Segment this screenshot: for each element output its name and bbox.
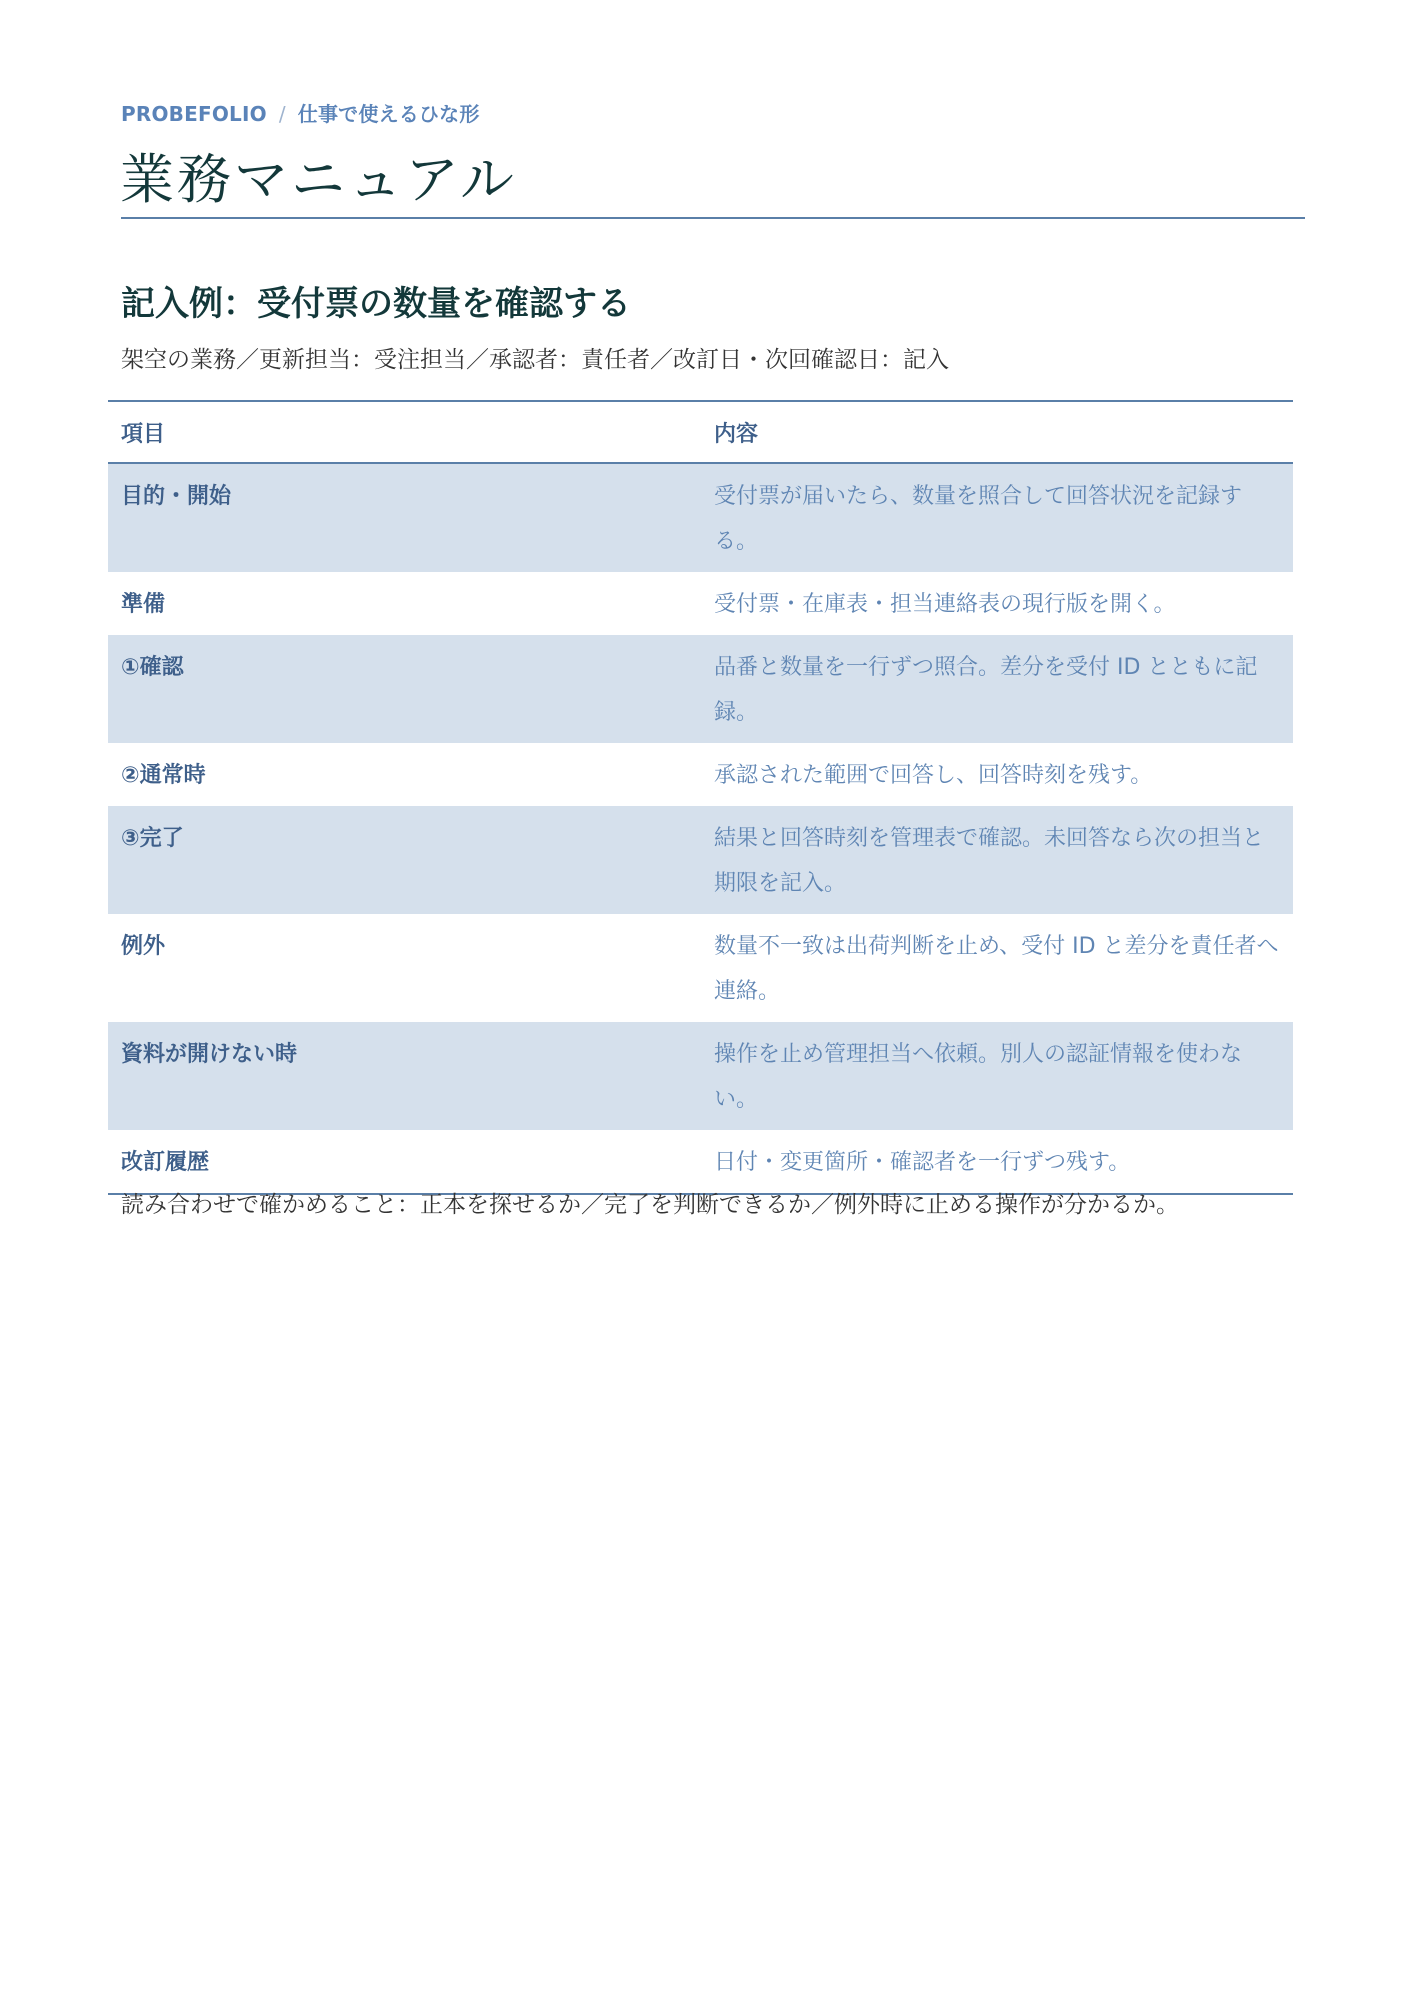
breadcrumb-section[interactable]: 仕事で使えるひな形 — [297, 102, 480, 126]
page-title: 業務マニュアル — [120, 148, 517, 211]
title-divider — [121, 217, 1305, 219]
document-meta: 架空の業務／更新担当：受注担当／承認者：責任者／改訂日・次回確認日：記入 — [121, 347, 949, 373]
row-content: 数量不一致は出荷判断を止め、受付 ID と差分を責任者へ連絡。 — [714, 934, 1279, 1004]
breadcrumb — [121, 98, 480, 127]
row-content: 品番と数量を一行ずつ照合。差分を受付 ID とともに記録。 — [701, 635, 1293, 743]
table-row — [108, 1130, 1293, 1194]
row-item-label: 例外 — [121, 934, 166, 959]
table-row — [108, 1022, 1293, 1130]
row-content: 承認された範囲で回答し、回答時刻を残す。 — [714, 763, 1153, 788]
breadcrumb-brand[interactable]: PROBEFOLIO — [121, 102, 267, 126]
row-item-label: 目的・開始 — [108, 463, 701, 572]
row-content: 日付・変更箇所・確認者を一行ずつ残す。 — [714, 1150, 1131, 1175]
section-heading: 記入例：受付票の数量を確認する — [121, 284, 631, 324]
review-checklist-note: 読み合わせで確かめること：正本を探せるか／完了を判断できるか／例外時に止める操作が分かるか。 — [121, 1192, 1179, 1218]
row-content: 受付票が届いたら、数量を照合して回答状況を記録する。 — [701, 463, 1293, 572]
row-content: 受付票・在庫表・担当連絡表の現行版を開く。 — [714, 592, 1176, 617]
row-item-label: 準備 — [121, 592, 166, 617]
breadcrumb-separator: / — [278, 102, 286, 126]
column-header-item: 項目 — [108, 401, 701, 463]
row-item-label: 資料が開けない時 — [108, 1022, 701, 1130]
row-item-label: 改訂履歴 — [121, 1150, 210, 1175]
row-item-label: ③完了 — [108, 806, 701, 914]
table-row — [108, 914, 1293, 1022]
row-item-label: ①確認 — [108, 635, 701, 743]
table-row — [108, 743, 1293, 806]
row-item-label: ②通常時 — [121, 763, 206, 788]
column-header-content: 内容 — [701, 401, 1293, 463]
table-row — [108, 806, 1293, 914]
table-header-row — [108, 401, 1293, 463]
row-content: 結果と回答時刻を管理表で確認。未回答なら次の担当と期限を記入。 — [701, 806, 1293, 914]
row-content: 操作を止め管理担当へ依頼。別人の認証情報を使わない。 — [701, 1022, 1293, 1130]
table-row — [108, 635, 1293, 743]
table-row — [108, 463, 1293, 572]
table-row — [108, 572, 1293, 635]
manual-table — [108, 400, 1293, 1195]
